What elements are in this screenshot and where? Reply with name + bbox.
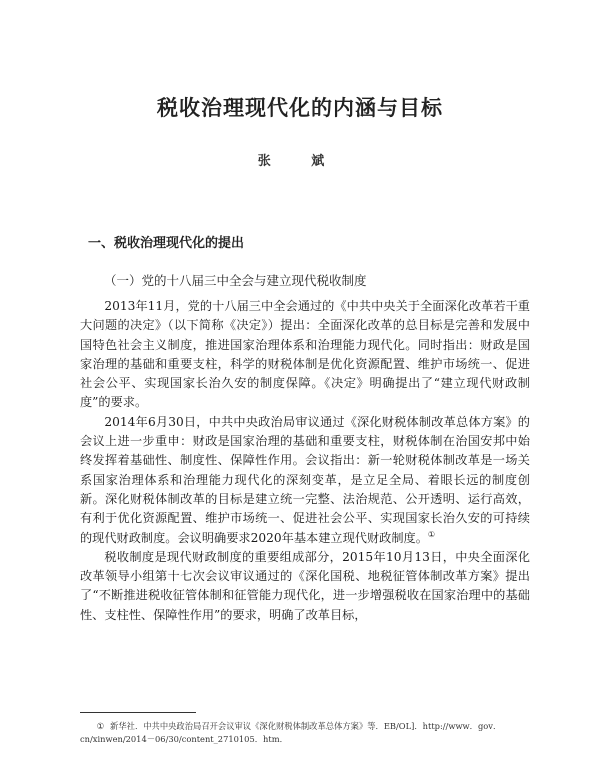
article-author: 张 斌 xyxy=(257,154,343,169)
article-title: 税收治理现代化的内涵与目标 xyxy=(157,96,443,120)
paragraph-3: 税收制度是现代财政制度的重要组成部分，2015年10月13日，中央全面深化改革领导小组第十七次会议审议通过的《深化国税、地税征管体制改革方案》提出了“不断推进税收征管体制和征管能力现代化，进一步增强税收在国家治理中的基础性、支柱性、保障性作用”的要求，明确了改革目标， xyxy=(80,549,530,622)
footnote-divider xyxy=(80,712,196,713)
footnote-text: 新华社．中共中央政治局召开会议审议《深化财税体制改革总体方案》等．EB/OL]．http://www．gov．cn/xinwen/2014－06/30/content_2710105．htm． xyxy=(80,721,502,744)
subsection-heading: （一）党的十八届三中全会与建立现代税收制度 xyxy=(104,273,367,288)
paragraph-1: 2013年11月，党的十八届三中全会通过的《中共中央关于全面深化改革若干重大问题的决定》（以下简称《决定》）提出：全面深化改革的总目标是完善和发展中国特色社会主义制度，推进国家治理体系和治理能力现代化。同时指出：财政是国家治理的基础和重要支柱，科学的财税体制是优化资源配置、维护市场统一、促进社会公平、实现国家长治久安的制度保障。《决定》明确提出了“建立现代财政制度”的要求。 xyxy=(80,299,530,410)
footnote xyxy=(80,720,530,746)
footnote-mark: ① xyxy=(96,721,105,731)
paragraph-2-text: 2014年6月30日，中共中央政治局审议通过《深化财税体制改革总体方案》的会议上进一步重申：财政是国家治理的基础和重要支柱，财税体制在治国安邦中始终发挥着基础性、制度性、保障性作用。会议指出：新一轮财税体制改革是一场关系国家治理体系和治理能力现代化的深刻变革，是立足全局、着眼长远的制度创新。深化财税体制改革的目标是建立统一完整、法治规范、公开透明、运行高效，有利于优化资源配置、维护市场统一、促进社会公平、实现国家长治久安的可持续的现代财政制度。会议明确要求2020年基本建立现代财政制度。 xyxy=(80,414,530,545)
paragraph-2 xyxy=(80,413,530,548)
body-text xyxy=(80,297,530,625)
section-heading: 一、税收治理现代化的提出 xyxy=(88,236,245,251)
footnote-reference[interactable]: ① xyxy=(427,529,436,539)
